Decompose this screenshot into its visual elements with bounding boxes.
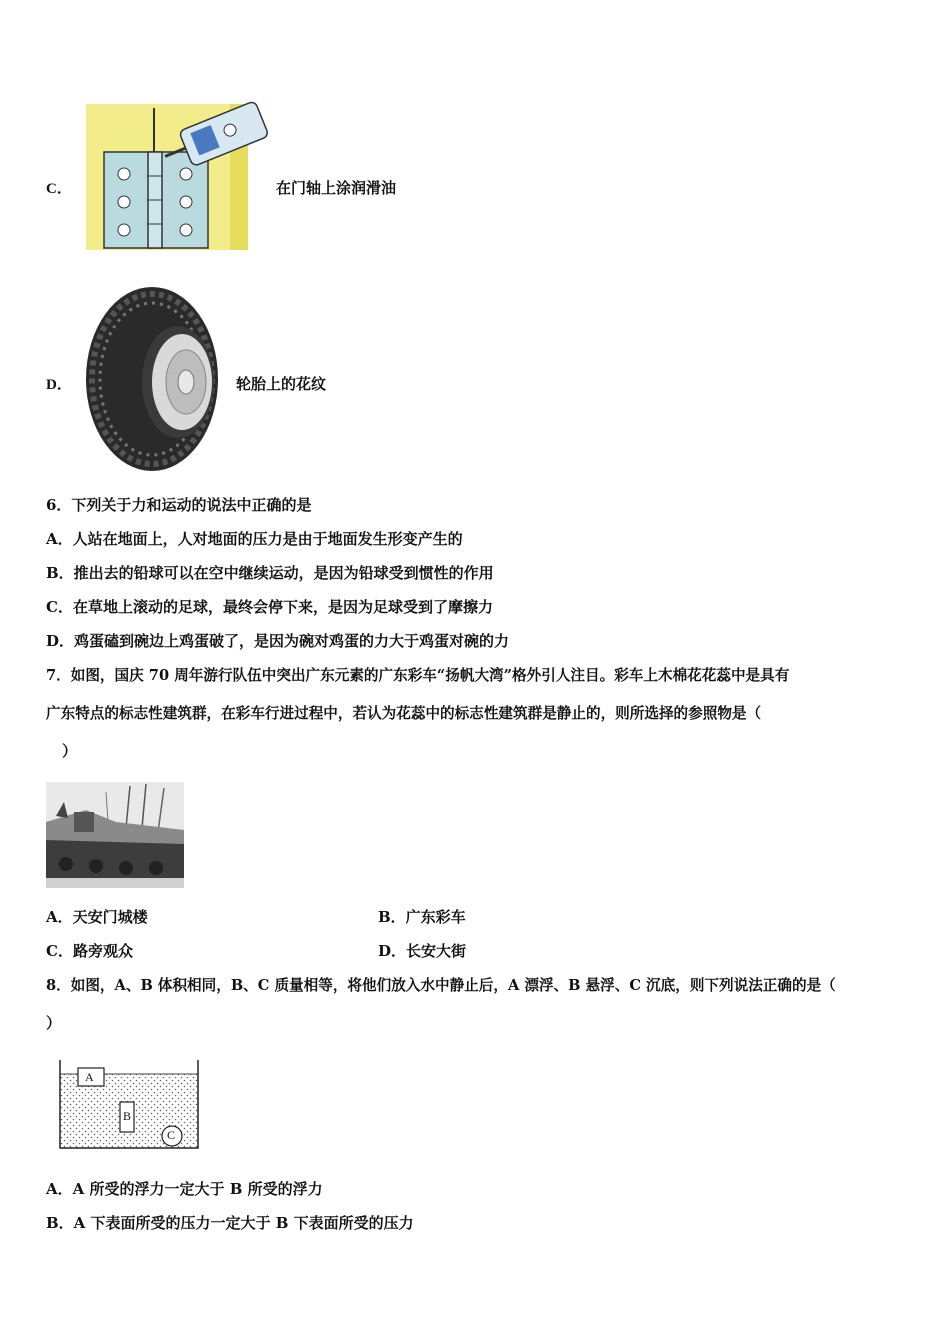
door-hinge-oil-icon — [80, 98, 280, 250]
q7-stem-line3: ） — [62, 742, 78, 760]
q8-stem-line1: 8．如图，A、B 体积相同，B、C 质量相等，将他们放入水中静止后，A 漂浮、B 悬浮、C 沉底，则下列说法正确的是（ — [46, 977, 836, 994]
q7-option-b: B．广东彩车 — [378, 908, 466, 926]
q8-option-b: B．A 下表面所受的压力一定大于 B 下表面所受的压力 — [46, 1214, 414, 1232]
q7-option-c: C．路旁观众 — [46, 942, 133, 960]
q6-option-b: B．推出去的铅球可以在空中继续运动，是因为铅球受到惯性的作用 — [46, 564, 494, 582]
ball-c-label: C — [167, 1128, 176, 1142]
block-b-label: B — [123, 1109, 132, 1123]
option-c-letter: C． — [46, 181, 72, 197]
option-d-letter: D． — [46, 377, 72, 393]
option-c-caption: 在门轴上涂润滑油 — [276, 179, 397, 197]
q8-stem-line2: ） — [46, 1014, 62, 1032]
q6-option-a: A．人站在地面上，人对地面的压力是由于地面发生形变产生的 — [46, 530, 463, 548]
q8-option-a: A．A 所受的浮力一定大于 B 所受的浮力 — [46, 1180, 323, 1198]
q6-option-c: C．在草地上滚动的足球，最终会停下来，是因为足球受到了摩擦力 — [46, 598, 493, 616]
option-d-caption: 轮胎上的花纹 — [236, 375, 327, 393]
q6-stem: 6．下列关于力和运动的说法中正确的是 — [46, 496, 312, 514]
q7-stem-line2: 广东特点的标志性建筑群，在彩车行进过程中，若认为花蕊中的标志性建筑群是静止的，则所选择的参照物是（ — [46, 705, 762, 722]
q6-option-d: D．鸡蛋磕到碗边上鸡蛋破了，是因为碗对鸡蛋的力大于鸡蛋对碗的力 — [46, 632, 510, 650]
tire-tread-icon — [80, 284, 225, 474]
q7-stem-line1: 7．如图，国庆 70 周年游行队伍中突出广东元素的广东彩车“扬帆大湾”格外引人注目。彩车上木棉花花蕊中是具有 — [46, 667, 790, 684]
parade-float-photo-icon — [46, 782, 184, 888]
buoyancy-container-figure — [54, 1058, 204, 1154]
q7-option-d: D．长安大街 — [378, 942, 467, 960]
q7-option-a: A．天安门城楼 — [46, 908, 148, 926]
block-a-label: A — [85, 1070, 94, 1084]
